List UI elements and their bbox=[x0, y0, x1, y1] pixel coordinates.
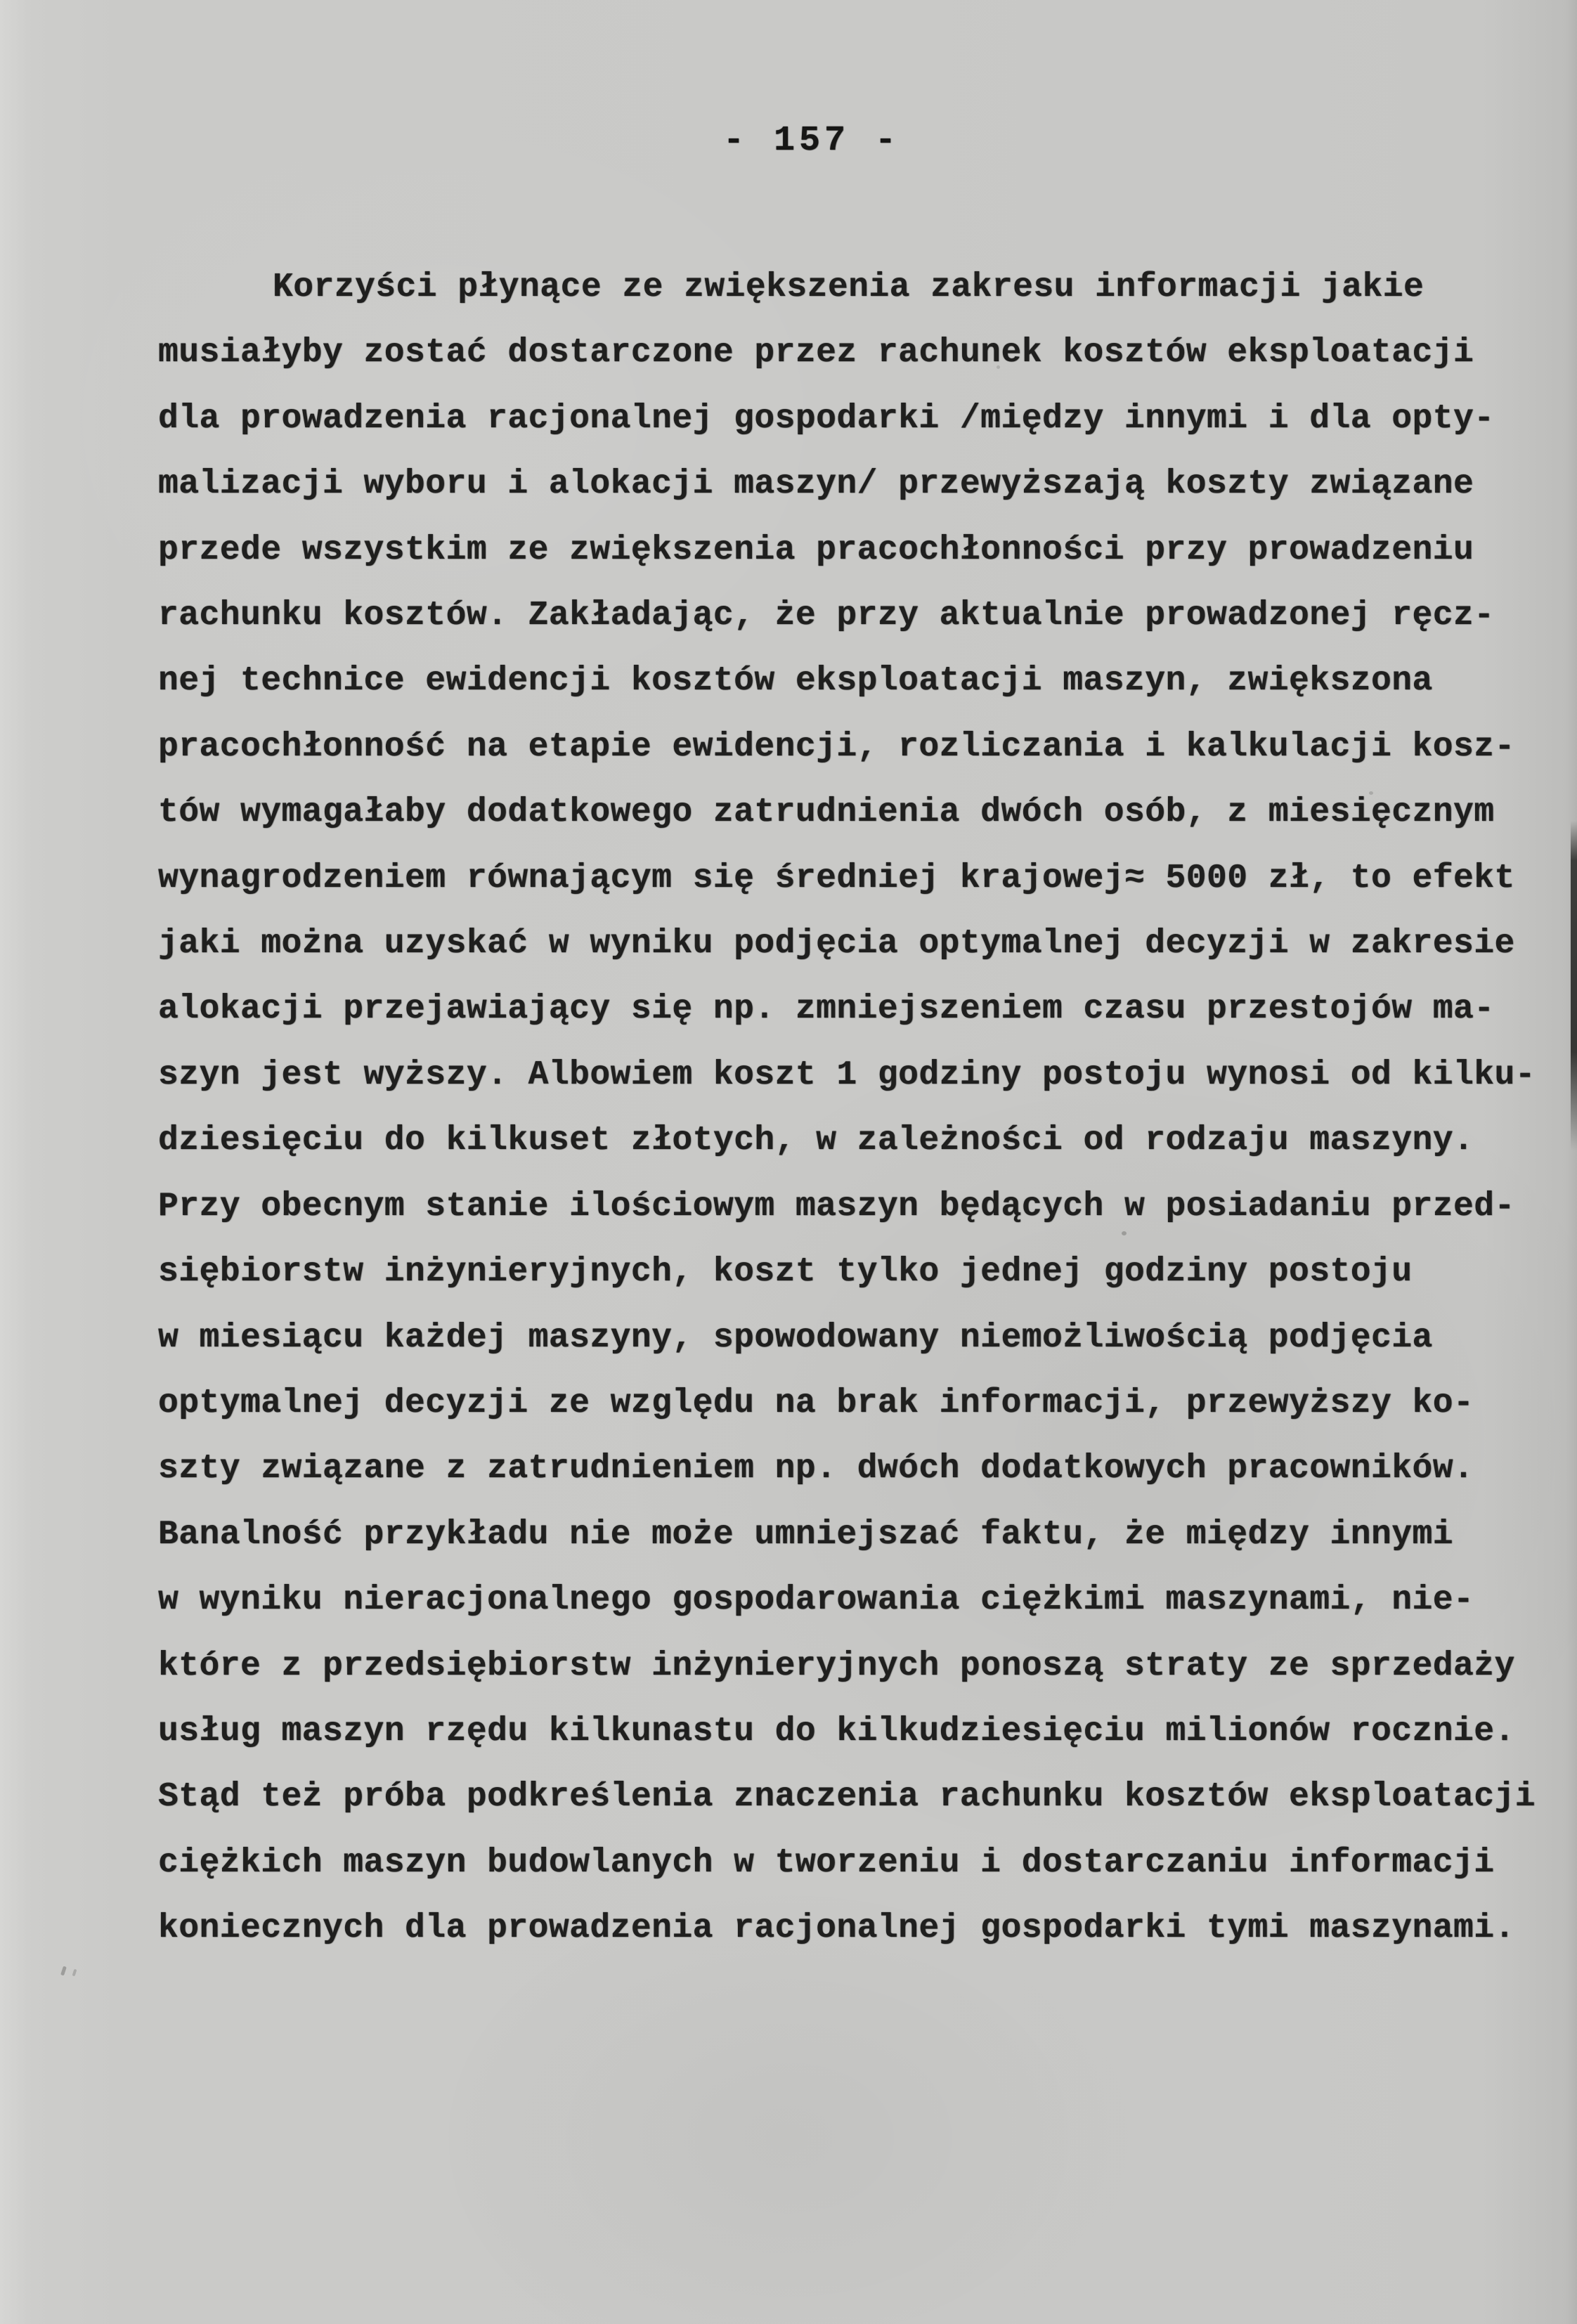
text-line: w miesiącu każdej maszyny, spowodowany niemożliwością podjęcia bbox=[158, 1318, 1433, 1357]
text-line: Stąd też próba podkreślenia znaczenia rachunku kosztów eksploatacji bbox=[158, 1778, 1536, 1817]
paper-speck bbox=[60, 1966, 67, 1976]
text-line: ciężkich maszyn budowlanych w tworzeniu i dostarczaniu informacji bbox=[158, 1843, 1495, 1882]
scan-edge-artifact bbox=[1571, 821, 1577, 1151]
body-text bbox=[158, 255, 1536, 1962]
paper-speck bbox=[1122, 1231, 1127, 1235]
text-line: alokacji przejawiający się np. zmniejszeniem czasu przestojów ma- bbox=[158, 990, 1495, 1029]
text-line: które z przedsiębiorstw inżynieryjnych ponoszą straty ze sprzedaży bbox=[158, 1647, 1515, 1685]
text-line: siębiorstw inżynieryjnych, koszt tylko jednej godziny postoju bbox=[158, 1253, 1413, 1292]
text-line: Przy obecnym stanie ilościowym maszyn będących w posiadaniu przed- bbox=[158, 1187, 1515, 1226]
text-line: dla prowadzenia racjonalnej gospodarki /między innymi i dla opty- bbox=[158, 399, 1495, 438]
text-line: optymalnej decyzji ze względu na brak informacji, przewyższy ko- bbox=[158, 1384, 1474, 1422]
text-line: pracochłonność na etapie ewidencji, rozliczania i kalkulacji kosz- bbox=[158, 727, 1515, 766]
text-line: musiałyby zostać dostarczone przez rachunek kosztów eksploatacji bbox=[158, 334, 1474, 372]
text-line: szyn jest wyższy. Albowiem koszt 1 godziny postoju wynosi od kilku- bbox=[158, 1056, 1536, 1094]
text-line: w wyniku nieracjonalnego gospodarowania ciężkimi maszynami, nie- bbox=[158, 1581, 1474, 1620]
paper-speck bbox=[1369, 791, 1373, 795]
text-line: wynagrodzeniem równającym się średniej krajowej≈ 5000 zł, to efekt bbox=[158, 859, 1515, 897]
text-line: Korzyści płynące ze zwiększenia zakresu informacji jakie bbox=[273, 268, 1425, 306]
text-line: szty związane z zatrudnieniem np. dwóch dodatkowych pracowników. bbox=[158, 1450, 1474, 1488]
text-line: usług maszyn rzędu kilkunastu do kilkudziesięciu milionów rocznie. bbox=[158, 1712, 1515, 1751]
text-line: koniecznych dla prowadzenia racjonalnej gospodarki tymi maszynami. bbox=[158, 1909, 1515, 1948]
text-line: Banalność przykładu nie może umniejszać faktu, że między innymi bbox=[158, 1515, 1454, 1554]
text-line: malizacji wyboru i alokacji maszyn/ przewyższają koszty związane bbox=[158, 465, 1474, 504]
page-number: - 157 - bbox=[722, 121, 901, 161]
text-line: przede wszystkim ze zwiększenia pracochłonności przy prowadzeniu bbox=[158, 531, 1474, 569]
text-line: jaki można uzyskać w wyniku podjęcia optymalnej decyzji w zakresie bbox=[158, 925, 1515, 963]
paper-speck bbox=[997, 365, 1000, 369]
paper-speck bbox=[72, 1969, 77, 1977]
text-line: nej technice ewidencji kosztów eksploatacji maszyn, zwiększona bbox=[158, 662, 1433, 701]
text-line: tów wymagałaby dodatkowego zatrudnienia dwóch osób, z miesięcznym bbox=[158, 793, 1495, 832]
text-line: dziesięciu do kilkuset złotych, w zależności od rodzaju maszyny. bbox=[158, 1122, 1474, 1160]
text-line: rachunku kosztów. Zakładając, że przy aktualnie prowadzonej ręcz- bbox=[158, 597, 1495, 635]
